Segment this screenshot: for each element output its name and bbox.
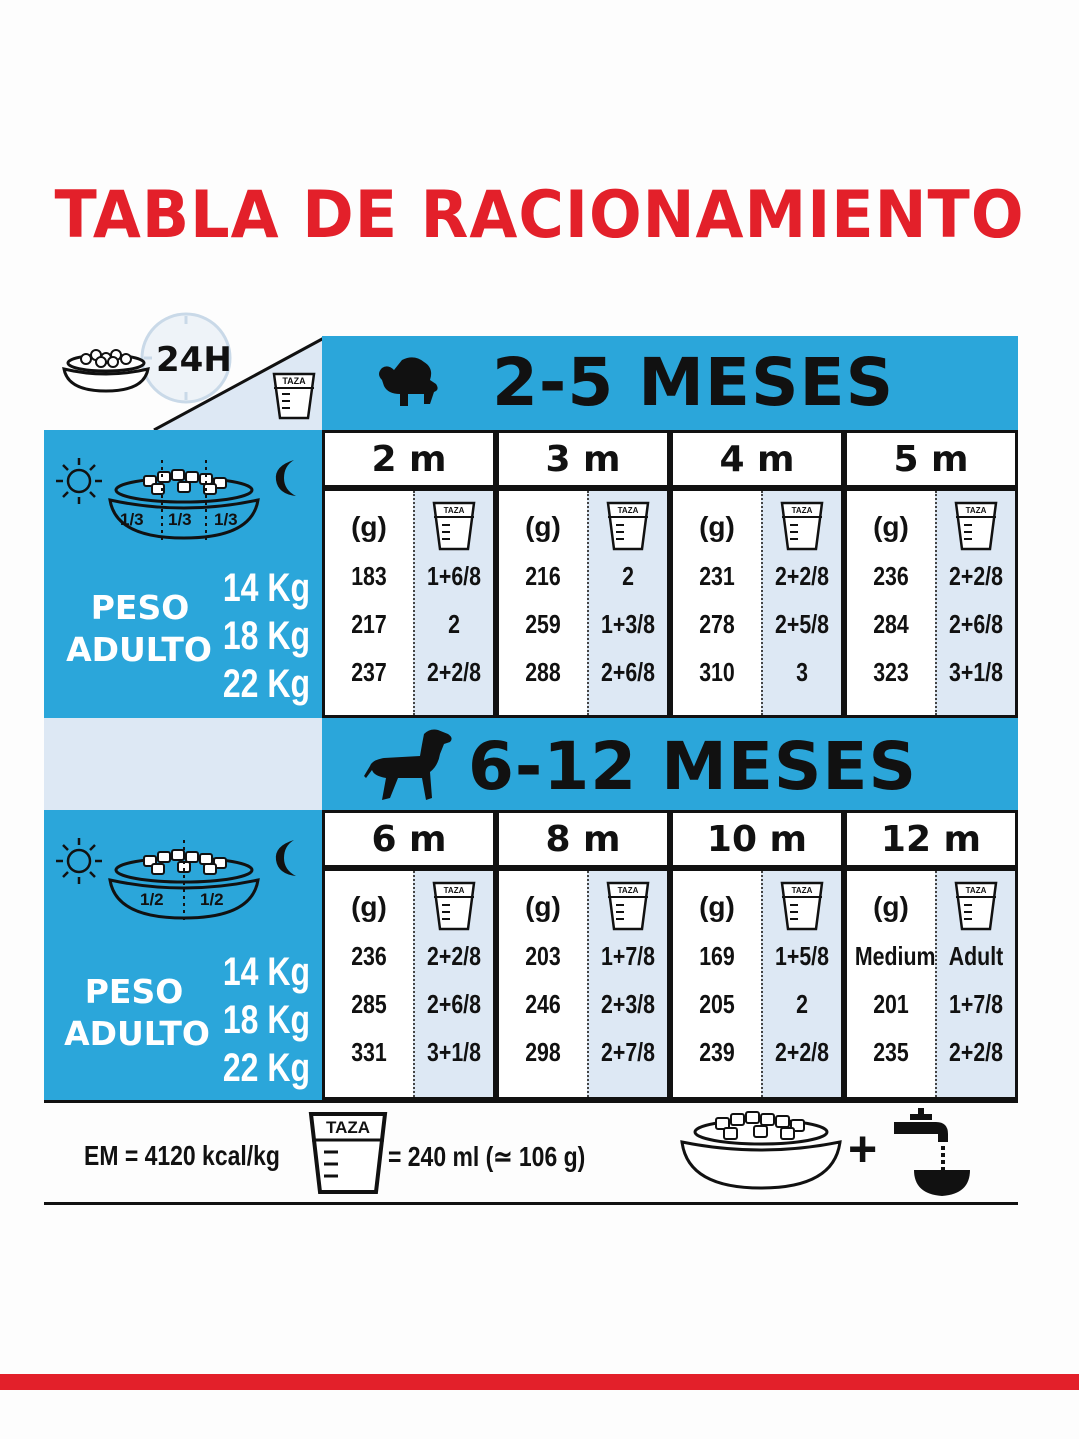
cups-value: 2+6/8 [427, 989, 481, 1019]
cup-icon [606, 881, 650, 931]
section2-left-strip [44, 718, 322, 810]
grams-column [673, 491, 761, 715]
cups-value: Adult [948, 941, 1004, 971]
cup-label: TAZA [282, 376, 306, 386]
cup-icon [432, 881, 476, 931]
cup-label: TAZA [965, 886, 987, 895]
weight-22: 22 Kg [222, 662, 310, 706]
month-header: 2 m [325, 433, 493, 485]
cups-value: 3+1/8 [949, 657, 1003, 687]
cup-label: TAZA [965, 506, 987, 515]
food-bowl-icon [676, 1108, 846, 1194]
cups-value: 2+2/8 [949, 561, 1003, 591]
cups-column [935, 871, 1015, 1097]
cups-value: 2+7/8 [601, 1037, 655, 1067]
cups-value: 1+6/8 [427, 561, 481, 591]
month-header: 10 m [673, 813, 841, 865]
moon-icon [268, 836, 304, 880]
cup-label: TAZA [443, 506, 465, 515]
page-title: TABLA DE RACIONAMIENTO [54, 176, 1025, 253]
month-header: 3 m [499, 433, 667, 485]
footer-bottom-rule [44, 1202, 1018, 1205]
month-header: 4 m [673, 433, 841, 485]
adulto-label: ADULTO [64, 1014, 210, 1053]
moon-icon [268, 456, 304, 500]
dog-icon [364, 726, 460, 806]
cups-column [587, 871, 667, 1097]
cups-value: 2+5/8 [775, 609, 829, 639]
grams-value: 203 [525, 941, 561, 971]
cups-value: 2+2/8 [775, 1037, 829, 1067]
cup-icon [780, 501, 824, 551]
cups-value: 1+7/8 [949, 989, 1003, 1019]
grams-label: (g) [525, 511, 561, 542]
grams-value: 246 [525, 989, 561, 1019]
puppy-icon [374, 354, 442, 414]
cups-value: 2+2/8 [427, 657, 481, 687]
grams-label: (g) [525, 891, 561, 922]
grams-value: 231 [699, 561, 735, 591]
section1-table [322, 430, 1018, 718]
grams-label: (g) [351, 891, 387, 922]
cup-icon [954, 501, 998, 551]
cups-column [761, 491, 841, 715]
cups-column [935, 491, 1015, 715]
bowl-portion-1: 1/3 [120, 510, 144, 529]
grams-label: (g) [351, 511, 387, 542]
peso-label: PESO [84, 972, 184, 1011]
cups-column [413, 491, 493, 715]
plus-sign: + [848, 1121, 878, 1177]
grams-value: 205 [699, 989, 735, 1019]
cups-value: 2+2/8 [775, 561, 829, 591]
grams-column [847, 491, 935, 715]
grams-label: (g) [699, 511, 735, 542]
grams-value: 236 [873, 561, 909, 591]
bowl-portion-3: 1/3 [214, 510, 238, 529]
grams-column [673, 871, 761, 1097]
grams-value: 288 [525, 657, 561, 687]
water-tap-icon [890, 1104, 972, 1200]
month-header: 12 m [847, 813, 1015, 865]
cup-icon [432, 501, 476, 551]
cups-value: 2 [622, 561, 634, 591]
cups-value: 2+2/8 [949, 1037, 1003, 1067]
grams-column [499, 871, 587, 1097]
weight-18: 18 Kg [222, 614, 310, 658]
cup-label: TAZA [617, 506, 639, 515]
grams-column [325, 871, 413, 1097]
grams-label: (g) [873, 891, 909, 922]
cup-label: TAZA [791, 886, 813, 895]
cup-icon [272, 372, 316, 420]
cups-value: 2+3/8 [601, 989, 655, 1019]
grams-value: 237 [351, 657, 387, 687]
cup-icon [606, 501, 650, 551]
grams-value: 331 [351, 1037, 387, 1067]
adulto-label: ADULTO [66, 630, 212, 669]
cup-icon [780, 881, 824, 931]
food-bowl-half-icon [104, 840, 264, 926]
bowl-portion-2: 1/3 [168, 510, 192, 529]
sun-icon [54, 456, 104, 506]
bowl-portion-2: 1/2 [200, 890, 224, 909]
grams-value: Medium [854, 941, 936, 971]
cups-value: 1+5/8 [775, 941, 829, 971]
grams-column [847, 871, 935, 1097]
grams-value: 310 [699, 657, 735, 687]
cups-column [413, 871, 493, 1097]
cups-column [587, 491, 667, 715]
sun-icon [54, 836, 104, 886]
bottom-stripe [0, 1374, 1079, 1390]
weight-14: 14 Kg [222, 566, 310, 610]
cups-value: 1+3/8 [601, 609, 655, 639]
footer-cup-icon [308, 1110, 388, 1196]
section1-title: 2-5 MESES [492, 344, 895, 421]
section2-title: 6-12 MESES [468, 728, 918, 805]
grams-value: 285 [351, 989, 387, 1019]
cup-equivalence: = 240 ml (≃ 106 g) [388, 1141, 586, 1172]
peso-label: PESO [90, 588, 190, 627]
grams-value: 239 [699, 1037, 735, 1067]
grams-value: 259 [525, 609, 561, 639]
food-bowl-third-icon [104, 460, 264, 546]
grams-value: 216 [525, 561, 561, 591]
grams-value: 235 [873, 1037, 909, 1067]
weights-1 [200, 566, 310, 710]
grams-column [325, 491, 413, 715]
grams-value: 323 [873, 657, 909, 687]
cups-value: 3+1/8 [427, 1037, 481, 1067]
grams-label: (g) [699, 891, 735, 922]
cup-label: TAZA [443, 886, 465, 895]
cups-value: 2+6/8 [601, 657, 655, 687]
grams-value: 236 [351, 941, 387, 971]
cups-value: 3 [796, 657, 808, 687]
food-bowl-icon [58, 345, 154, 399]
hours-label: 24H [156, 340, 232, 380]
cup-label: TAZA [791, 506, 813, 515]
grams-value: 278 [699, 609, 735, 639]
cups-column [761, 871, 841, 1097]
cup-label: TAZA [617, 886, 639, 895]
cups-value: 2+2/8 [427, 941, 481, 971]
cups-value: 2+6/8 [949, 609, 1003, 639]
weight-22: 22 Kg [222, 1046, 310, 1090]
weight-18: 18 Kg [222, 998, 310, 1042]
weight-14: 14 Kg [222, 950, 310, 994]
cup-icon [954, 881, 998, 931]
month-header: 8 m [499, 813, 667, 865]
grams-value: 183 [351, 561, 387, 591]
cups-value: 2 [448, 609, 460, 639]
month-header: 6 m [325, 813, 493, 865]
grams-value: 284 [873, 609, 909, 639]
grams-value: 217 [351, 609, 387, 639]
cups-value: 2 [796, 989, 808, 1019]
bowl-portion-1: 1/2 [140, 890, 164, 909]
grams-column [499, 491, 587, 715]
footer-top-rule [44, 1100, 1018, 1103]
weights-2 [200, 950, 310, 1094]
cups-value: 1+7/8 [601, 941, 655, 971]
section2-table [322, 810, 1018, 1100]
grams-value: 169 [699, 941, 735, 971]
grams-value: 201 [873, 989, 909, 1019]
footer-cup-label: TAZA [325, 1118, 371, 1137]
energy-label: EM = 4120 kcal/kg [84, 1140, 280, 1171]
grams-label: (g) [873, 511, 909, 542]
grams-value: 298 [525, 1037, 561, 1067]
month-header: 5 m [847, 433, 1015, 485]
